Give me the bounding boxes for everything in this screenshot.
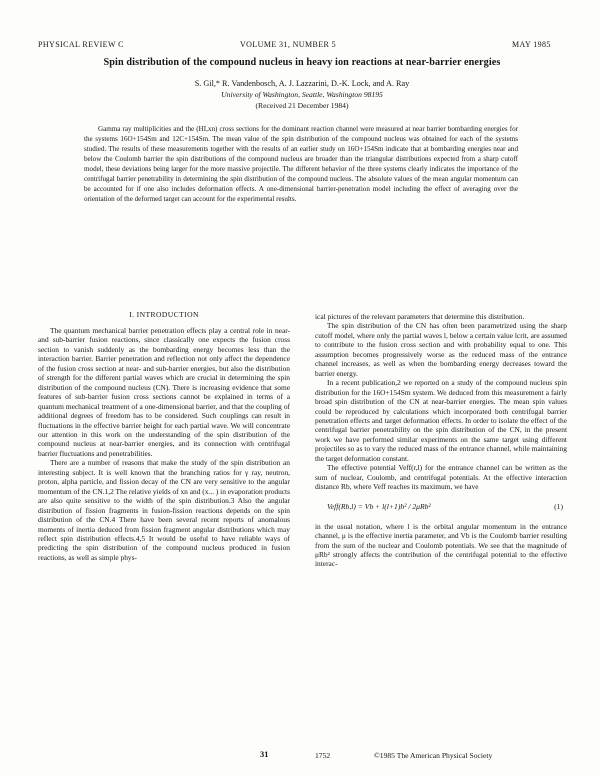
paragraph: In a recent publication,2 we reported on a study of the compound nucleus spin distribution for the 16O+154Sm system. We deduced from this measurement a fairly broad spin distribution of the CN at near-barrier energies. The mean spin values could be reproduced by calculations which incorporated both centrifugal barrier penetration effects and target deformation effects. In order to isolate the effect of the centrifugal barrier penetrability on the spin distribution of the CN, in the present work we have performed similar experiments on the same target using different projectiles so as to vary the reduced mass of the entrance channel, while maintaining the target deformation constant. [315, 378, 567, 463]
paragraph: There are a number of reasons that make the study of the spin distribution an interesting subject. It is well known that the branching ratios for γ ray, neutron, proton, alpha particle, and fission decay of the CN are very sensitive to the angular momentum of the CN.1,2 The relative yields of xn and (x... ) in evaporation products are also quite sensitive to the width of the spin distribution.3 Also the angular distribution of fission fragments in fusion-fission reactions depends on the spin distribution of the CN.4 There have been several recent reports of anomalous moments of inertia deduced from fission fragment angular distributions which may reflect spin distribution effects.4,5 It would be useful to have reliable ways of predicting the spin distribution of the compound nucleus produced in fusion reactions, as well as simple phys- [38, 458, 290, 562]
paper-title: Spin distribution of the compound nucleus in heavy ion reactions at near-barrier energies [103, 57, 501, 68]
left-column [38, 326, 290, 562]
paragraph: ical pictures of the relevant parameters that determine this distribution. [315, 312, 525, 321]
received-date: (Received 21 December 1984) [255, 101, 349, 110]
abstract [84, 125, 518, 205]
paragraph: in the usual notation, where l is the orbital angular momentum in the entrance channel, μ is the effective inertia parameter, and Vb is the Coulomb barrier resulting from the sum of the nuclear and Coulomb potentials. We see that the magnitude of μRb² strongly affects the contribution of the centrifugal potential to the effective interac- [315, 521, 567, 569]
paragraph: The spin distribution of the CN has often been parametrized using the sharp cutoff model, where only the partial waves l, below a certain value lcrit, are assumed to contribute to the fusion cross section and with probability equal to one. This assumption becomes progressively worse as the reduced mass of the entrance channel increases, as well as when the bombarding energy decreases toward the barrier energy. [315, 321, 567, 378]
issue-date: MAY 1985 [512, 40, 551, 49]
journal-name: PHYSICAL REVIEW C [38, 40, 124, 49]
paragraph: The effective potential Veff(r,l) for the entrance channel can be written as the sum of nuclear, Coulomb, and centrifugal potentials. At the effective interaction distance Rb, where Veff reaches its maximum, we have [315, 463, 567, 492]
paragraph: The quantum mechanical barrier penetration effects play a central role in near- and sub-barrier fusion reactions, since classically one expects the fusion cross section to vanish suddenly as the bombarding energy becomes less than the interaction barrier. Barrier penetration and reflection not only affect the dependence of the fusion cross section at near- and sub-barrier energies, but also the distribution of strength for the different partial waves which are crucial in determining the spin distribution of the compound nucleus (CN). There is increasing evidence that some features of sub-barrier fusion cross sections cannot be explained in terms of a quantum mechanical treatment of a one-dimensional barrier, and that the coupling of additional degrees of freedom has to be considered. Such couplings can result in fluctuations in the effective barrier height for each partial wave. We will concentrate our attention in this work on the understanding of the spin distribution of the compound nucleus at near-barrier energies, and its connection with centrifugal barrier fluctuations and penetrabilities. [38, 326, 290, 458]
page-number: 1752 [315, 751, 331, 760]
section-heading: I. INTRODUCTION [129, 310, 199, 319]
affiliation: University of Washington, Seattle, Washington 98195 [221, 90, 383, 99]
volume-number: VOLUME 31, NUMBER 5 [240, 40, 337, 49]
copyright: ©1985 The American Physical Society [374, 751, 493, 760]
abstract-text: Gamma ray multiplicities and the (HI,xn) cross sections for the dominant reaction channel were measured at near barrier bombarding energies for the systems 16O+154Sm and 12C+154Sm. The mean value of the spin distribution of the compound nucleus was obtained for each of the systems studied. The results of these measurements together with the results of an earlier study on 16O+154Sm indicate that at bombarding energies near and below the Coulomb barrier the spin distributions of the compound nucleus are broader than the triangular distributions expected from a sharp cutoff model, these deviations being larger for the more massive projectile. The different behavior of the three systems clearly indicates the importance of the centrifugal barrier penetrability in determining the spin distribution of the compound nucleus. The absolute values of the mean angular momentum can be accounted for if one also includes deformation effects. A one-dimensional barrier-penetration model including the effect of averaging over the orientation of the deformed target can account for the experimental results. [84, 125, 518, 203]
equation-text: Veff(Rb,l) = Vb + l(l+1)ħ² / 2μRb² [327, 501, 431, 511]
equation-1 [315, 492, 567, 522]
volume-marker: 31 [260, 750, 269, 759]
right-column [315, 312, 567, 569]
equation-number: (1) [554, 501, 563, 511]
author-list: S. Gil,* R. Vandenbosch, A. J. Lazzarini, D.-K. Lock, and A. Ray [194, 79, 410, 88]
